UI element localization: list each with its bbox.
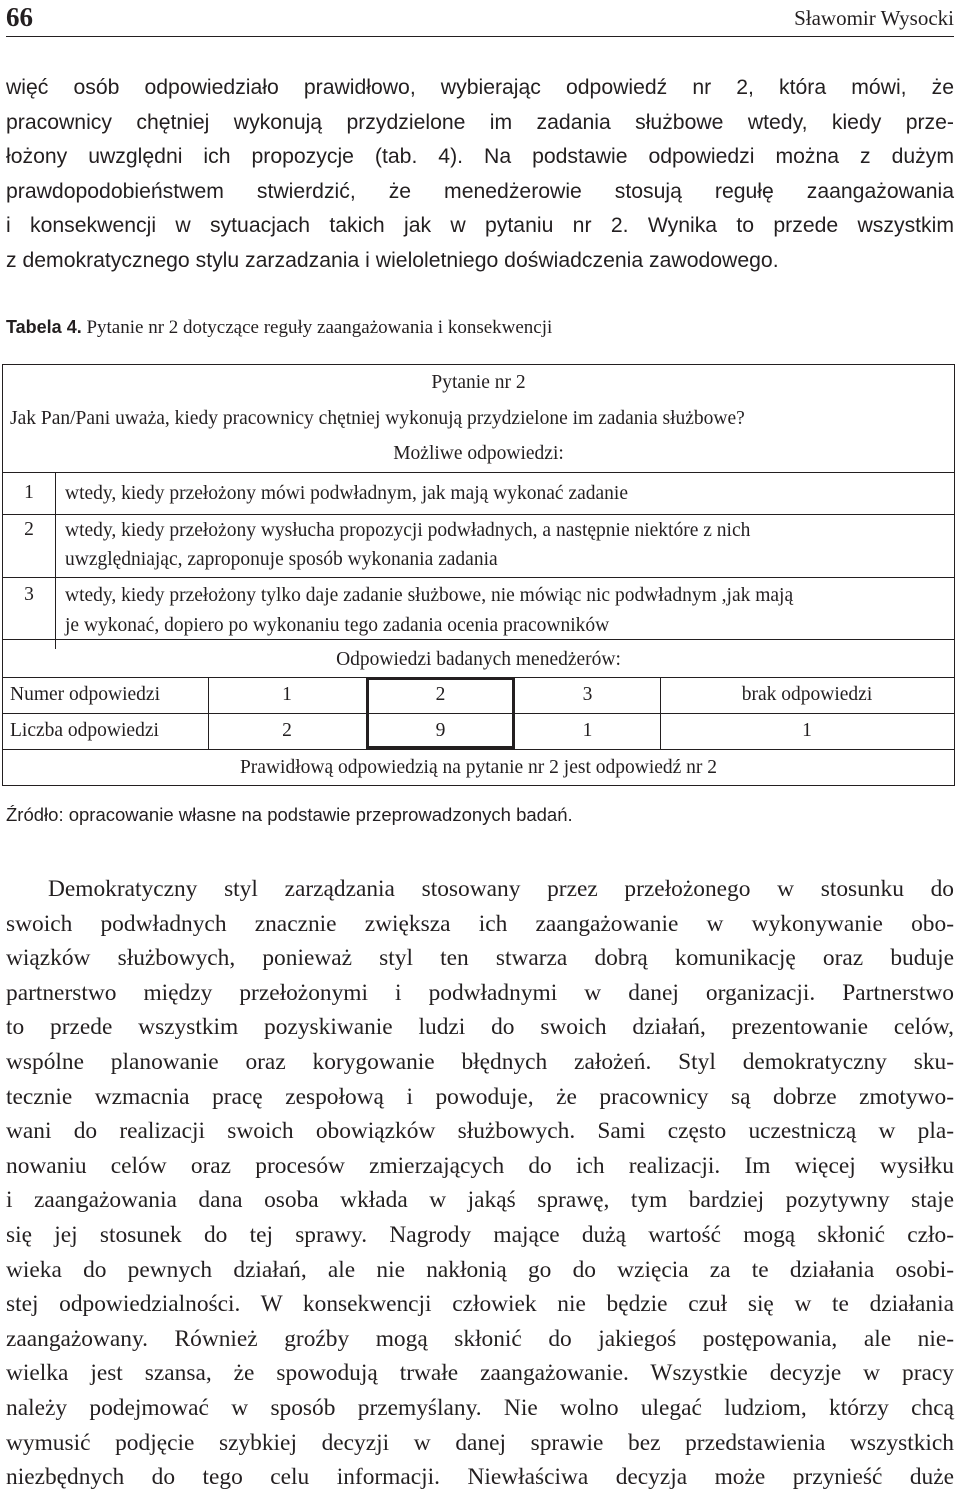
numbers-cell: 3 [582,684,593,705]
answers-header: Możliwe odpowiedzi: [393,443,564,464]
text-line: stej odpowiedzialności. W konsekwencji człowiek nie będzie czuł się w te działania [6,1291,954,1318]
text-line: nowaniu celów oraz procesów zmierzających do ich realizacji. Im więcej wysiłku [6,1152,954,1179]
option-text-line2: je wykonać, dopiero po wykonaniu tego zadania ocenia pracowników [65,615,610,636]
option-text-line2: uwzględniając, zaproponuje sposób wykonania zadania [65,549,498,570]
text-line: niezbędnych do tego celu informacji. Niewłaściwa decyzja może przynieść duże [6,1464,954,1491]
responses-header: Odpowiedzi badanych menedżerów: [336,649,621,670]
text-line: należy podejmować w sposób przemyślany. Nie wolno ulegać ludziom, którzy chcą [6,1394,954,1421]
numbers-cell: 1 [282,684,292,705]
text-line: łożony uwzględni ich propozycje (tab. 4). Na podstawie odpowiedzi można z dużym [6,145,954,168]
text-line: to przede wszystkim pozyskiwanie ludzi do swoich działań, prezentowanie celów, [6,1014,954,1041]
divider [3,749,954,750]
correct-answer-note: Prawidłową odpowiedzią na pytanie nr 2 jest odpowiedź nr 2 [239,757,718,778]
text-line: partnerstwo między przełożonymi i podwładnymi w danej organizacji. Partnerstwo [6,979,954,1006]
text-line: się jej stosunek do tej sprawy. Nagrody mające dużą wartość mogą skłonić czło- [6,1221,954,1248]
counts-cell: 1 [582,720,593,741]
text-line: zaangażowany. Również groźby mogą skłonić do jakiegoś postępowania, ale nie- [6,1325,954,1352]
option-number: 1 [24,482,34,503]
numbers-row-label: Numer odpowiedzi [10,684,161,705]
question-text: Jak Pan/Pani uważa, kiedy pracownicy chętniej wykonują przydzielone im zadania służbowe? [10,408,745,429]
text-line: wiązków służbowych, ponieważ styl ten stwarza dobrą komunikację oraz buduje [6,945,954,972]
numbers-cell: 2 [435,684,446,705]
text-line: i konsekwencji w sytuacjach takich jak w pytaniu nr 2. Wynika to przede wszystkim [6,214,954,237]
text-line: i zaangażowania dana osoba wkłada w jakąś sprawę, tym bardziej pozytywny staje [6,1187,954,1214]
counts-cell: 9 [435,720,446,741]
text-line: swoich podwładnych znacznie zwiększa ich zaangażowanie w wykonywanie obo- [6,910,954,937]
counts-cell: 2 [282,720,292,741]
answer-option-row [3,472,954,514]
text-line: wieka do pewnych działań, ale nie nakłonią go do wzięcia za te działania osobi- [6,1256,954,1283]
option-number: 3 [24,584,34,605]
text-line: pracownicy chętniej wykonują przydzielone im zadania służbowe wtedy, kiedy prze- [6,110,954,134]
question-title: Pytanie nr 2 [431,372,526,393]
text-line: więć osób odpowiedziało prawidłowo, wybierając odpowiedź nr 2, która mówi, że [6,76,954,99]
text-line: wymusić podjęcie szybkiej decyzji w danej sprawie bez przedstawienia wszystkich [6,1429,954,1456]
text-line: z demokratycznego stylu zarzadzania i wieloletniego doświadczenia zawodowego. [6,248,779,272]
option-number: 2 [24,519,34,540]
divider [3,639,954,640]
option-text: wtedy, kiedy przełożony mówi podwładnym, jak mają wykonać zadanie [65,483,628,504]
counts-row-label: Liczba odpowiedzi [10,720,159,741]
paragraph-main [6,872,954,1495]
table-caption-text: Pytanie nr 2 dotyczące reguły zaangażowania i konsekwencji [86,317,553,338]
paragraph-intro [6,71,954,278]
text-line: wielka jest szansa, że spowodują trwałe zaangażowanie. Wszystkie decyzje w pracy [6,1360,954,1387]
text-line: wspólne planowanie oraz korygowanie błędnych założeń. Styl demokratyczny sku- [6,1048,954,1075]
divider [660,677,661,749]
highlighted-answer-box [366,677,515,749]
divider [208,677,209,749]
text-line: Demokratyczny styl zarządzania stosowany przez przełożonego w stosunku do [48,876,954,902]
option-text-line1: wtedy, kiedy przełożony tylko daje zadanie służbowe, nie mówiąc nic podwładnym ,jak mają [65,585,794,606]
table-caption-label: Tabela 4. [6,317,82,337]
counts-cell: 1 [802,720,812,741]
text-line: tecznie wzmacnia pracę zespołową i powoduje, że pracownicy są dobrze zmotywo- [6,1083,954,1110]
text-line: prawdopodobieństwem stwierdzić, że menedżerowie stosują regułę zaangażowania [6,179,954,203]
running-author: Sławomir Wysocki [794,6,954,30]
option-text-line1: wtedy, kiedy przełożony wysłucha propozycji podwładnych, a następnie niektóre z nich [65,520,751,541]
survey-table [2,364,955,786]
table-source: Źródło: opracowanie własne na podstawie przeprowadzonych badań. [6,804,573,825]
answer-option-row [3,514,954,577]
page-number: 66 [6,2,33,32]
numbers-cell: brak odpowiedzi [741,684,873,705]
running-header [6,0,954,37]
text-line: wani do realizacji swoich obowiązków służbowych. Sami często uczestniczą w pla- [6,1118,954,1145]
table-caption [6,313,552,342]
